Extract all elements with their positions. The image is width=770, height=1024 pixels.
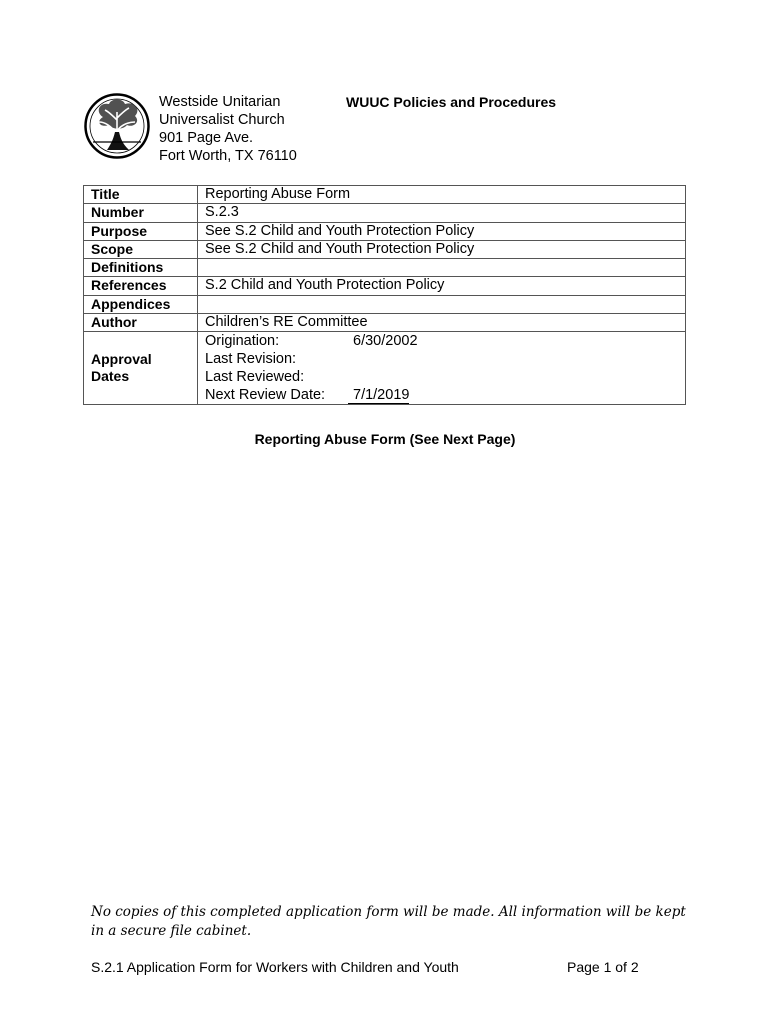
date-entry <box>205 332 685 350</box>
table-row <box>84 259 686 277</box>
org-line: Universalist Church <box>159 112 285 128</box>
date-value: 7/1/2019 <box>348 386 409 404</box>
row-value: Children’s RE Committee <box>198 314 686 332</box>
row-label: References <box>84 277 198 295</box>
footer-document-name: S.2.1 Application Form for Workers with Children and Youth <box>91 959 459 975</box>
table-row <box>84 314 686 332</box>
row-label: Title <box>84 186 198 204</box>
date-label: Next Review Date: <box>205 387 326 404</box>
row-value: S.2 Child and Youth Protection Policy <box>198 277 686 295</box>
date-label: Last Revision: <box>205 351 297 368</box>
date-label: Last Reviewed: <box>205 369 305 386</box>
org-line: Westside Unitarian <box>159 94 281 110</box>
row-label: Definitions <box>84 259 198 277</box>
footer-page-number: Page 1 of 2 <box>567 959 639 975</box>
row-label: Appendices <box>84 295 198 313</box>
date-entry <box>205 368 685 386</box>
row-value: Reporting Abuse Form <box>198 186 686 204</box>
row-value: See S.2 Child and Youth Protection Policy <box>198 240 686 258</box>
form-title: Reporting Abuse Form (See Next Page) <box>254 431 516 447</box>
approval-dates-row <box>84 332 686 405</box>
row-value <box>198 259 686 277</box>
row-label: Purpose <box>84 222 198 240</box>
table-row <box>84 186 686 204</box>
approval-dates-values <box>198 332 686 405</box>
organization-address <box>159 93 297 165</box>
org-line: Fort Worth, TX 76110 <box>159 148 297 164</box>
table-row <box>84 222 686 240</box>
row-value: S.2.3 <box>198 204 686 222</box>
row-value <box>198 295 686 313</box>
policy-info-table <box>83 185 686 405</box>
date-entry <box>205 350 685 368</box>
church-logo-icon <box>83 92 151 160</box>
table-row <box>84 295 686 313</box>
row-label: Author <box>84 314 198 332</box>
row-label: Scope <box>84 240 198 258</box>
date-entry <box>205 386 685 404</box>
approval-label-line: Approval <box>91 351 152 368</box>
table-row <box>84 277 686 295</box>
confidentiality-note: No copies of this completed application form will be made. All information will be kept in a secure file cabinet. <box>91 904 686 939</box>
document-heading: WUUC Policies and Procedures <box>346 94 557 110</box>
table-row <box>84 204 686 222</box>
approval-dates-label <box>84 332 198 405</box>
date-label: Origination: <box>205 333 280 350</box>
row-label: Number <box>84 204 198 222</box>
table-row <box>84 240 686 258</box>
row-value: See S.2 Child and Youth Protection Policy <box>198 222 686 240</box>
approval-label-line: Dates <box>91 368 130 385</box>
date-value: 6/30/2002 <box>353 333 418 350</box>
org-line: 901 Page Ave. <box>159 130 254 146</box>
